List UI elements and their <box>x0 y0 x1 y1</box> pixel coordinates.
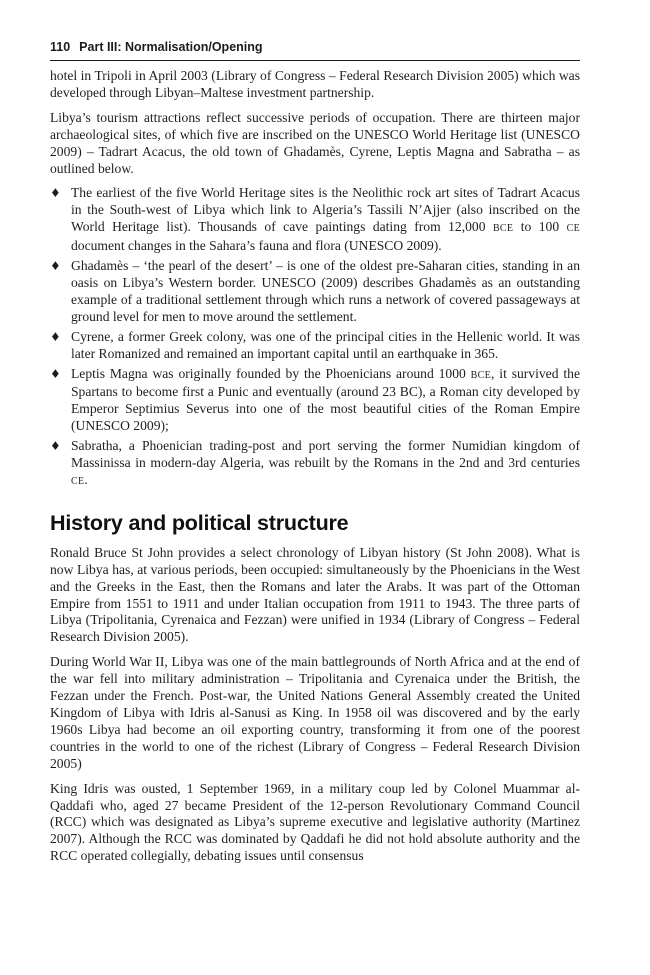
section-paragraph-1: Ronald Bruce St John provides a select chronology of Libyan history (St John 2008). What is now Libya has, at various periods, been occupied: simultaneously by the Phoenicians in the West and the Greeks in the East, then the Romans and later the Arabs. It was part of the Ottoman Empire from 1551 to 1911 and under Italian occupation from 1911 to 1943. The three parts of Libya (Tripolitania, Cyrenaica and Fezzan) were unified in 1934 (Library of Congress – Federal Research Division 2005). <box>50 544 580 645</box>
era-abbrev: BCE <box>492 223 514 235</box>
list-item-tadrart-acacus <box>50 185 580 255</box>
bullet-text: Leptis Magna was originally founded by the Phoenicians around 1000 <box>71 365 471 381</box>
world-heritage-list <box>50 185 580 490</box>
diamond-bullet-icon: ♦ <box>50 439 61 454</box>
bullet-text: to 100 <box>513 219 567 235</box>
bullet-text: . <box>84 471 88 487</box>
list-item-leptis-magna <box>50 366 580 436</box>
diamond-bullet-icon: ♦ <box>50 329 61 344</box>
diamond-bullet-icon: ♦ <box>50 186 61 201</box>
intro-paragraph-2: Libya’s tourism attractions reflect successive periods of occupation. There are thirteen major archaeological sites, of which five are inscribed on the UNESCO World Heritage list (UNESCO 2009) – Tadrart Acacus, the old town of Ghadamès, Cyrene, Leptis Magna and Sabratha – as outlined below. <box>50 109 580 176</box>
running-title: Part III: Normalisation/Opening <box>79 40 263 54</box>
era-abbrev: CE <box>566 223 580 235</box>
diamond-bullet-icon: ♦ <box>50 366 61 381</box>
body-text <box>50 68 580 865</box>
section-paragraph-2: During World War II, Libya was one of the main battlegrounds of North Africa and at the end of the war fell into military administration – Tripolitania and Cyrenaica under the British, the Fezzan under the French. Post-war, the United Nations General Assembly created the United Kingdom of Libya with Idris al-Sanusi as King. In 1958 oil was discovered and by the early 1960s Libya had become an oil exporting country, transforming it from one of the poorest countries in the world to one of the richest (Library of Congress – Federal Research Division 2005) <box>50 654 580 771</box>
section-paragraph-3: King Idris was ousted, 1 September 1969, in a military coup led by Colonel Muammar al-Qaddafi who, aged 27 became President of the 12-person Revolutionary Command Council (RCC) which was designated as Libya’s supreme executive and legislative authority (Martinez 2007). Although the RCC was dominated by Qaddafi he did not hold absolute authority and the RCC operated collegially, debating issues until consensus <box>50 780 580 864</box>
list-item-cyrene <box>50 329 580 363</box>
list-item-ghadames <box>50 258 580 326</box>
section-heading: History and political structure <box>50 510 349 535</box>
era-abbrev: BCE <box>470 369 492 381</box>
era-abbrev: CE <box>71 475 85 487</box>
bullet-text: The earliest of the five World Heritage sites is the Neolithic rock art sites of Tadrart Acacus in the South-west of Libya which link to Algeria’s Tassili N’Ajjer (also inscribed on the World Heritage list). Thousands of cave paintings dating from 12,000 <box>71 185 580 235</box>
intro-paragraph-1: hotel in Tripoli in April 2003 (Library of Congress – Federal Research Division 2005) which was developed through Libyan–Maltese investment partnership. <box>50 68 580 100</box>
bullet-text: Cyrene, a former Greek colony, was one of the principal cities in the Hellenic world. It was later Romanized and remained an important capital until an earthquake in 365. <box>71 328 580 361</box>
bullet-text: Sabratha, a Phoenician trading-post and port serving the former Numidian kingdom of Massinissa in modern-day Algeria, was rebuilt by the Romans in the 2nd and 3rd centuries <box>71 438 580 471</box>
bullet-text: Ghadamès – ‘the pearl of the desert’ – is one of the oldest pre-Saharan cities, standing in an oasis on Libya’s Western border. UNESCO (2009) describes Ghadamès as an outstanding example of a traditional settlement through which runs a network of covered passageways at ground level for men to move around the settlement. <box>71 258 580 324</box>
book-page <box>50 38 580 873</box>
bullet-text: document changes in the Sahara’s fauna and flora (UNESCO 2009). <box>71 238 442 254</box>
page-number: 110 <box>50 40 71 54</box>
list-item-sabratha <box>50 438 580 491</box>
running-header <box>50 38 580 61</box>
bullet-text: , it survived the Spartans to become first a Punic and eventually (around 23 BC), a Roman city developed by Emperor Septimius Severus into one of the most beautiful cities of the Roman Empire (UNESCO 2009); <box>71 365 580 434</box>
diamond-bullet-icon: ♦ <box>50 259 61 274</box>
